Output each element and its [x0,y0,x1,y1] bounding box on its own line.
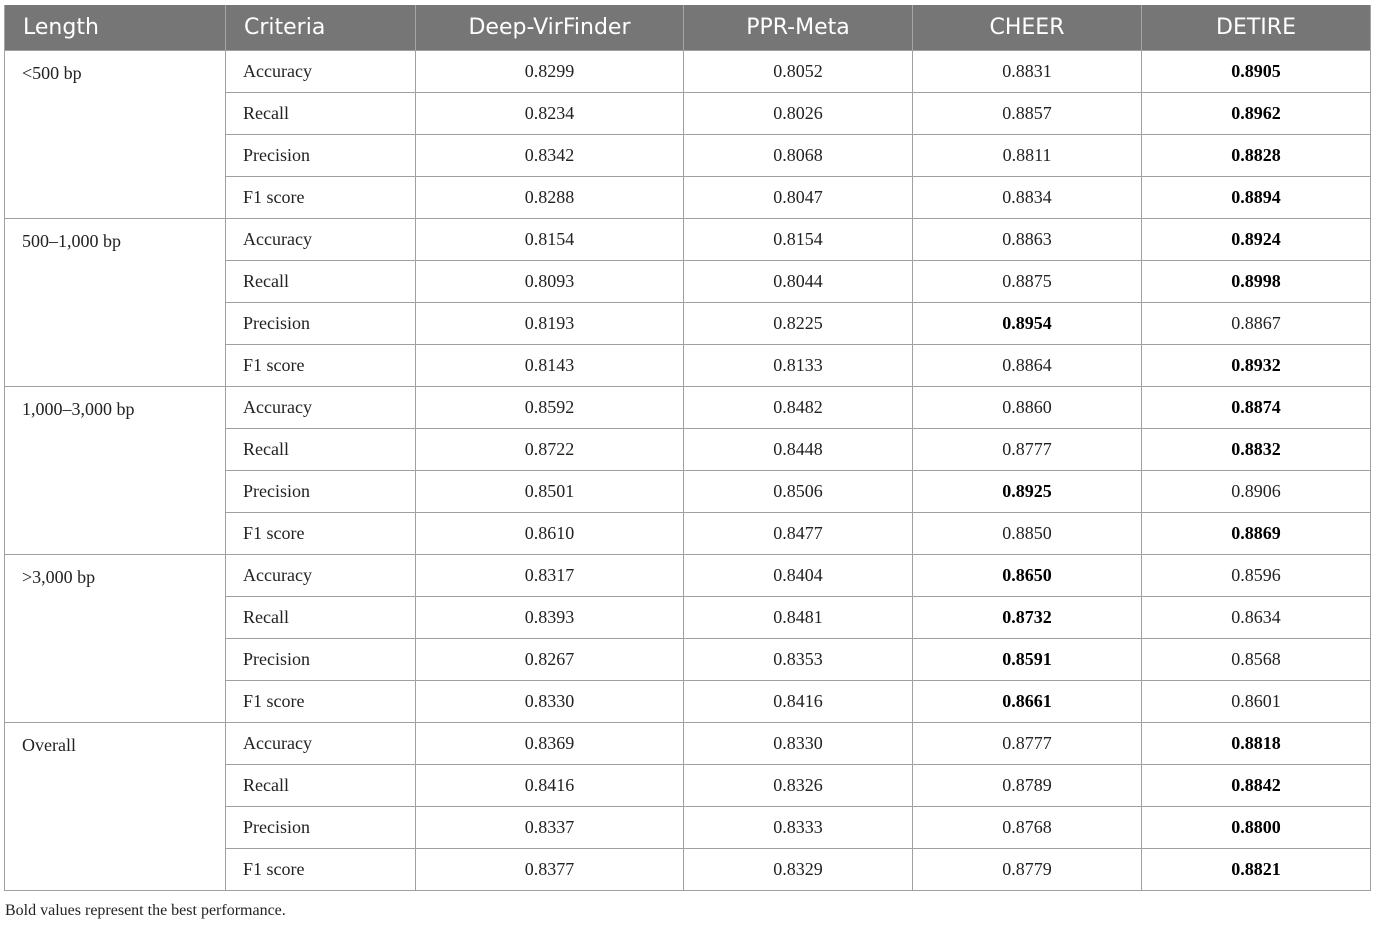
value-cell-detire: 0.8869 [1142,513,1371,555]
value-cell-cheer: 0.8831 [913,51,1142,93]
value-cell-cheer: 0.8857 [913,93,1142,135]
value-cell-deep-virfinder: 0.8154 [416,219,684,261]
value-cell-cheer: 0.8650 [913,555,1142,597]
value-cell-deep-virfinder: 0.8193 [416,303,684,345]
value-cell-cheer: 0.8834 [913,177,1142,219]
value-cell-ppr-meta: 0.8047 [684,177,913,219]
value-cell-deep-virfinder: 0.8722 [416,429,684,471]
criteria-cell: Recall [226,261,416,303]
criteria-cell: Precision [226,135,416,177]
table-header [5,5,1371,51]
criteria-cell: Accuracy [226,723,416,765]
criteria-cell: Precision [226,807,416,849]
criteria-cell: Accuracy [226,555,416,597]
criteria-cell: Recall [226,765,416,807]
value-cell-deep-virfinder: 0.8093 [416,261,684,303]
criteria-cell: Accuracy [226,219,416,261]
value-cell-ppr-meta: 0.8044 [684,261,913,303]
value-cell-deep-virfinder: 0.8299 [416,51,684,93]
value-cell-ppr-meta: 0.8225 [684,303,913,345]
header-criteria: Criteria [226,5,416,51]
value-cell-deep-virfinder: 0.8610 [416,513,684,555]
value-cell-ppr-meta: 0.8329 [684,849,913,891]
value-cell-ppr-meta: 0.8333 [684,807,913,849]
value-cell-ppr-meta: 0.8506 [684,471,913,513]
value-cell-detire: 0.8924 [1142,219,1371,261]
header-detire: DETIRE [1142,5,1371,51]
value-cell-detire: 0.8906 [1142,471,1371,513]
value-cell-ppr-meta: 0.8068 [684,135,913,177]
value-cell-cheer: 0.8661 [913,681,1142,723]
value-cell-cheer: 0.8779 [913,849,1142,891]
criteria-cell: Recall [226,429,416,471]
value-cell-ppr-meta: 0.8133 [684,345,913,387]
value-cell-deep-virfinder: 0.8143 [416,345,684,387]
criteria-cell: F1 score [226,177,416,219]
value-cell-ppr-meta: 0.8448 [684,429,913,471]
value-cell-deep-virfinder: 0.8288 [416,177,684,219]
value-cell-detire: 0.8867 [1142,303,1371,345]
table-footnote: Bold values represent the best performance. [5,902,286,919]
value-cell-cheer: 0.8954 [913,303,1142,345]
criteria-cell: F1 score [226,681,416,723]
value-cell-ppr-meta: 0.8154 [684,219,913,261]
value-cell-ppr-meta: 0.8353 [684,639,913,681]
value-cell-cheer: 0.8864 [913,345,1142,387]
value-cell-deep-virfinder: 0.8267 [416,639,684,681]
criteria-cell: Recall [226,597,416,639]
criteria-cell: Recall [226,93,416,135]
table-row [5,555,1371,597]
value-cell-cheer: 0.8811 [913,135,1142,177]
header-ppr-meta: PPR-Meta [684,5,913,51]
criteria-cell: Precision [226,471,416,513]
criteria-cell: Precision [226,303,416,345]
value-cell-cheer: 0.8863 [913,219,1142,261]
table-row [5,387,1371,429]
value-cell-detire: 0.8596 [1142,555,1371,597]
table-body [5,51,1371,891]
value-cell-deep-virfinder: 0.8369 [416,723,684,765]
value-cell-ppr-meta: 0.8416 [684,681,913,723]
value-cell-cheer: 0.8777 [913,429,1142,471]
value-cell-cheer: 0.8789 [913,765,1142,807]
value-cell-detire: 0.8601 [1142,681,1371,723]
length-group-label: 1,000–3,000 bp [5,387,226,555]
value-cell-cheer: 0.8768 [913,807,1142,849]
value-cell-deep-virfinder: 0.8393 [416,597,684,639]
value-cell-cheer: 0.8732 [913,597,1142,639]
table-row [5,723,1371,765]
header-row [5,5,1371,51]
value-cell-detire: 0.8818 [1142,723,1371,765]
value-cell-deep-virfinder: 0.8330 [416,681,684,723]
value-cell-ppr-meta: 0.8404 [684,555,913,597]
criteria-cell: F1 score [226,345,416,387]
value-cell-ppr-meta: 0.8477 [684,513,913,555]
value-cell-detire: 0.8634 [1142,597,1371,639]
length-group-label: >3,000 bp [5,555,226,723]
criteria-cell: Accuracy [226,387,416,429]
results-table [4,5,1371,891]
value-cell-detire: 0.8998 [1142,261,1371,303]
criteria-cell: Precision [226,639,416,681]
criteria-cell: F1 score [226,849,416,891]
value-cell-deep-virfinder: 0.8501 [416,471,684,513]
value-cell-cheer: 0.8860 [913,387,1142,429]
value-cell-ppr-meta: 0.8330 [684,723,913,765]
value-cell-cheer: 0.8591 [913,639,1142,681]
header-deep-virfinder: Deep-VirFinder [416,5,684,51]
criteria-cell: Accuracy [226,51,416,93]
value-cell-detire: 0.8962 [1142,93,1371,135]
value-cell-deep-virfinder: 0.8317 [416,555,684,597]
value-cell-ppr-meta: 0.8052 [684,51,913,93]
value-cell-detire: 0.8874 [1142,387,1371,429]
value-cell-detire: 0.8821 [1142,849,1371,891]
value-cell-deep-virfinder: 0.8377 [416,849,684,891]
value-cell-detire: 0.8800 [1142,807,1371,849]
value-cell-detire: 0.8832 [1142,429,1371,471]
value-cell-ppr-meta: 0.8326 [684,765,913,807]
value-cell-cheer: 0.8777 [913,723,1142,765]
value-cell-detire: 0.8842 [1142,765,1371,807]
value-cell-detire: 0.8905 [1142,51,1371,93]
length-group-label: 500–1,000 bp [5,219,226,387]
table-row [5,219,1371,261]
value-cell-detire: 0.8894 [1142,177,1371,219]
value-cell-deep-virfinder: 0.8592 [416,387,684,429]
value-cell-detire: 0.8568 [1142,639,1371,681]
header-cheer: CHEER [913,5,1142,51]
value-cell-detire: 0.8828 [1142,135,1371,177]
value-cell-ppr-meta: 0.8482 [684,387,913,429]
criteria-cell: F1 score [226,513,416,555]
value-cell-deep-virfinder: 0.8337 [416,807,684,849]
value-cell-ppr-meta: 0.8026 [684,93,913,135]
length-group-label: <500 bp [5,51,226,219]
value-cell-cheer: 0.8875 [913,261,1142,303]
value-cell-deep-virfinder: 0.8342 [416,135,684,177]
value-cell-deep-virfinder: 0.8416 [416,765,684,807]
value-cell-detire: 0.8932 [1142,345,1371,387]
length-group-label: Overall [5,723,226,891]
table-row [5,51,1371,93]
value-cell-cheer: 0.8850 [913,513,1142,555]
value-cell-deep-virfinder: 0.8234 [416,93,684,135]
value-cell-cheer: 0.8925 [913,471,1142,513]
value-cell-ppr-meta: 0.8481 [684,597,913,639]
header-length: Length [5,5,226,51]
